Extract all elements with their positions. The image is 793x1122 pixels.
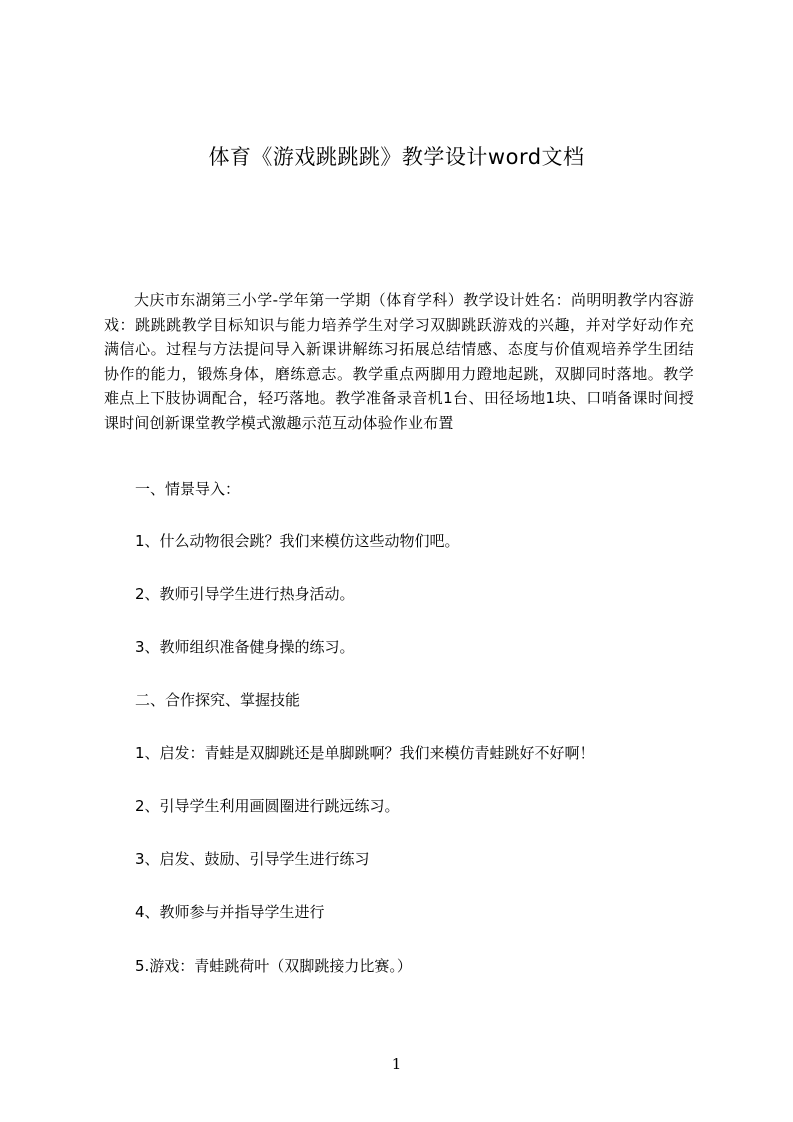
list-item: 1、什么动物很会跳？我们来模仿这些动物们吧。 [135, 532, 460, 550]
list-item: 4、教师参与并指导学生进行 [135, 903, 325, 921]
intro-paragraph: 大庆市东湖第三小学-学年第一学期（体育学科）教学设计姓名：尚明明教学内容游戏：跳跳跳教学目标知识与能力培养学生对学习双脚跳跃游戏的兴趣，并对学好动作充满信心。过程与方法提问导入新课讲解练习拓展总结情感、态度与价值观培养学生团结协作的能力，锻炼身体，磨练意志。教学重点两脚用力蹬地起跳，双脚同时落地。教学难点上下肢协调配合，轻巧落地。教学准备录音机1台、田径场地1块、口哨备课时间授课时间创新课堂教学模式激趣示范互动体验作业布置 [104, 291, 694, 432]
section-heading-explore: 二、合作探究、掌握技能 [135, 691, 301, 709]
page-number: 1 [391, 1055, 402, 1073]
list-item: 2、引导学生利用画圆圈进行跳远练习。 [135, 797, 400, 815]
list-item: 2、教师引导学生进行热身活动。 [135, 585, 355, 603]
list-item: 1、启发：青蛙是双脚跳还是单脚跳啊？我们来模仿青蛙跳好不好啊！ [135, 744, 595, 762]
section-heading-intro: 一、情景导入： [135, 480, 241, 498]
list-item: 3、启发、鼓励、引导学生进行练习 [135, 850, 370, 868]
list-item: 5.游戏：青蛙跳荷叶（双脚跳接力比赛。） [135, 957, 412, 975]
document-title: 体育《游戏跳跳跳》教学设计word文档 [208, 145, 585, 169]
list-item: 3、教师组织准备健身操的练习。 [135, 638, 355, 656]
